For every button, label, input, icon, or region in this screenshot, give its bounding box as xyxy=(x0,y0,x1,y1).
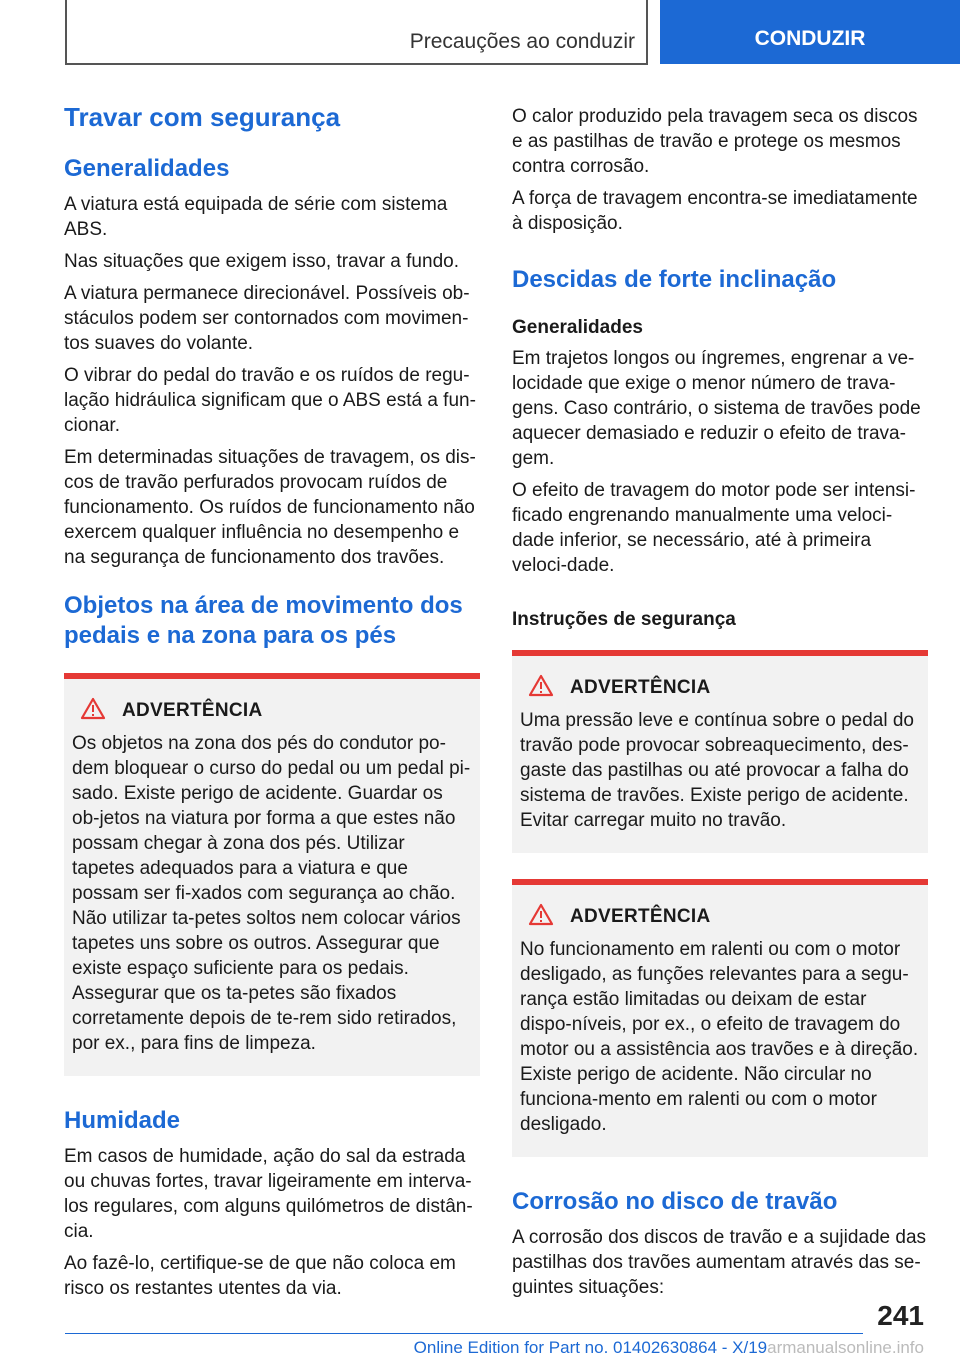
paragraph: Em trajetos longos ou íngremes, engrenar a ve-locidade que exige o menor número de trava-gens. Caso contrário, o sistema de travões pode aquecer demasiado e reduzir o efeito de trava-gem. xyxy=(512,348,921,469)
corrosao-heading: Corrosão no disco de travão xyxy=(512,1188,838,1215)
page-title: Travar com segurança xyxy=(64,102,341,132)
paragraph: O efeito de travagem do motor pode ser intensi-ficado engrenando manualmente uma veloci-dade inferior, se necessário, até à primeira veloci-dade. xyxy=(512,480,916,576)
warning-box xyxy=(512,650,928,853)
paragraph: A viatura está equipada de série com sistema ABS. xyxy=(64,194,448,240)
footer-edition xyxy=(0,1338,924,1358)
paragraph: A viatura permanece direcionável. Possíveis ob-stáculos podem ser contornados com movimen-tos suaves do volante. xyxy=(64,283,470,354)
objetos-heading: Objetos na área de movimento dos pedais e na zona para os pés xyxy=(64,592,463,649)
descidas-heading: Descidas de forte inclinação xyxy=(512,266,837,293)
warning-text: Os objetos na zona dos pés do condutor po-dem bloquear o curso do pedal ou um pedal pi-sado. Existe perigo de acidente. Guardar os ob-jetos na viatura por forma a que estes não possam chegar à zona dos pés. Utilizar tapetes adequados para a viatura e que possam ser fi-xados com segurança ao chão. Não utilizar ta-petes soltos nem colocar vários tapetes uns sobre os outros. Assegurar que existe espaço suficiente para os pedais. Assegurar que os ta-petes são fixados corretamente depois de te-rem sido retirados, por ex., para fins de limpeza. xyxy=(72,733,471,1054)
paragraph: O vibrar do pedal do travão e os ruídos de regu-lação hidráulica significam que o ABS está a fun-cionar. xyxy=(64,365,476,436)
warning-text: No funcionamento em ralenti ou com o motor desligado, as funções relevantes para a segu-rança estão limitadas ou deixam de estar dispo-níveis, por ex., o efeito de travagem do motor ou a assistência aos travões e à direção. Existe perigo de acidente. Não circular no funciona-mento em ralenti ou com o motor desligado. xyxy=(520,939,919,1135)
paragraph: Em casos de humidade, ação do sal da estrada ou chuvas fortes, travar ligeiramente em interva-los regulares, com alguns quilómetros de distân-cia. xyxy=(64,1146,473,1242)
warning-label: ADVERTÊNCIA xyxy=(122,700,263,721)
warning-box xyxy=(512,879,928,1157)
right-column xyxy=(512,104,928,1307)
generalidades-subheading: Generalidades xyxy=(512,317,643,338)
edition-text: Online Edition for Part no. 01402630864 - X/19 xyxy=(413,1338,768,1357)
header-rule-bottom xyxy=(65,63,648,65)
humidade-heading: Humidade xyxy=(64,1107,181,1134)
left-column xyxy=(64,100,480,1308)
paragraph: A força de travagem encontra-se imediatamente à disposição. xyxy=(512,188,918,234)
footer-rule xyxy=(65,1333,863,1334)
section-title: Precauções ao conduzir xyxy=(409,30,635,53)
paragraph: Ao fazê-lo, certifique-se de que não coloca em risco os restantes utentes da via. xyxy=(64,1253,456,1299)
paragraph: Em determinadas situações de travagem, os dis-cos de travão perfurados provocam ruídos de funcionamento. Os ruídos de funcionamento não exercem qualquer influência no desempenho e na segurança de funcionamento dos travões. xyxy=(64,447,476,568)
safety-subheading: Instruções de segurança xyxy=(512,609,736,630)
paragraph: Nas situações que exigem isso, travar a fundo. xyxy=(64,251,459,272)
watermark-text: armanualsonline.info xyxy=(767,1338,924,1357)
warning-label: ADVERTÊNCIA xyxy=(570,906,711,927)
warning-triangle-icon xyxy=(528,674,554,702)
generalidades-heading: Generalidades xyxy=(64,155,230,182)
page-number: 241 xyxy=(877,1300,924,1331)
warning-triangle-icon xyxy=(528,903,554,931)
header-rule-left xyxy=(65,0,67,64)
warning-text: Uma pressão leve e contínua sobre o pedal do travão pode provocar sobreaquecimento, des-gaste das pastilhas ou até provocar a falha do sistema de travões. Existe perigo de acidente. Evitar carregar muito no travão. xyxy=(520,710,914,831)
chapter-tab[interactable]: CONDUZIR xyxy=(660,0,960,64)
header-rule-right xyxy=(646,0,648,64)
paragraph: O calor produzido pela travagem seca os discos e as pastilhas de travão e protege os mesmos contra corrosão. xyxy=(512,106,918,177)
warning-box xyxy=(64,673,480,1076)
warning-triangle-icon xyxy=(80,697,106,725)
warning-label: ADVERTÊNCIA xyxy=(570,677,711,698)
paragraph: A corrosão dos discos de travão e a sujidade das pastilhas dos travões aumentam através das se-guintes situações: xyxy=(512,1227,927,1298)
